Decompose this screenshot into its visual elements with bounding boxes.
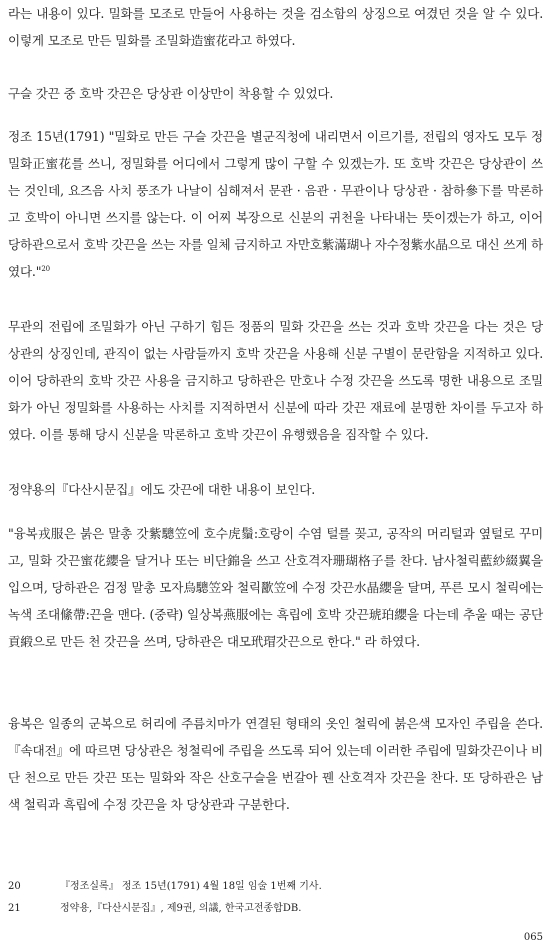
footnote-20 xyxy=(8,880,543,894)
paragraph-intro: 라는 내용이 있다. 밀화를 모조로 만들어 사용하는 것을 검소함의 상징으로 여겼던 것을 알 수 있다. 이렇게 모조로 만든 밀화를 조밀화造蜜花라고 하였다. xyxy=(8,6,543,48)
paragraph-dasan-intro: 정약용의『다산시문집』에도 갓끈에 대한 내용이 보인다. xyxy=(8,482,316,497)
footnote-number: 20 xyxy=(8,881,21,892)
paragraph-dasan-quote: "융복戎服은 붉은 말총 갓紫驄笠에 호수虎鬚:호랑이 수염 털를 꽂고, 공작의 머리털과 옆털로 꾸미고, 밀화 갓끈蜜花纓을 달거나 또는 비단錦을 쓰고 산호격자珊瑚格子를 찬다. 남사철릭藍紗綴翼을 입으며, 당하관은 검정 말총 모자烏驄笠와 철릭歠笠에 수정 갓끈水晶纓을 달며, 푸른 모시 철릭에는 녹색 조대絛帶:끈을 맨다. (중략) 일상복燕服에는 흑립에 호박 갓끈琥珀纓을 다는데 추울 때는 공단貢緞으로 만든 천 갓끈을 쓰며, 당하관은 대모玳瑁갓끈으로 한다." 라 하였다. xyxy=(8,526,543,649)
footnote-21 xyxy=(8,902,543,916)
footnote-number: 21 xyxy=(8,903,21,914)
footnote-text: 정약용,『다산시문집』, 제9권, 의議, 한국고전종합DB. xyxy=(60,903,302,914)
paragraph-yungbok: 융복은 일종의 군복으로 허리에 주름치마가 연결된 형태의 옷인 철릭에 붉은색 모자인 주립을 쓴다.『속대전』에 따르면 당상관은 청철릭에 주립을 쓰도록 되어 있는데 이러한 주립에 밀화갓끈이나 비단 천으로 만든 갓끈 또는 밀화와 작은 산호구슬을 번갈아 꿴 산호격자 갓끈을 찬다. 또 당하관은 남색 철릭과 흑립에 수정 갓끈을 차 당상관과 구분한다. xyxy=(8,716,543,812)
footnote-text: 『정조실록』 정조 15년(1791) 4월 18일 임술 1번째 기사. xyxy=(60,881,322,892)
page-number: 065 xyxy=(523,932,543,943)
footnote-ref-20: 20 xyxy=(41,264,50,273)
paragraph-analysis: 무관의 전립에 조밀화가 아닌 구하기 힘든 정품의 밀화 갓끈을 쓰는 것과 호박 갓끈을 다는 것은 당상관의 상징인데, 관직이 없는 사람들까지 호박 갓끈을 사용해 신분 구별이 문란함을 지적하고 있다. 이어 당하관의 호박 갓끈 사용을 금지하고 당하관은 만호나 수정 갓끈을 쓰도록 명한 내용으로 조밀화가 아닌 정밀화를 사용하는 사치를 지적하면서 신분에 따라 갓끈 재료에 분명한 차이를 두고자 하였다. 이를 통해 당시 신분을 막론하고 호박 갓끈이 유행했음을 짐작할 수 있다. xyxy=(8,319,543,442)
paragraph-jeongjo-quote: 정조 15년(1791) "밀화로 만든 구슬 갓끈을 별군직청에 내리면서 이르기를, 전립의 영자도 모두 정밀화正蜜花를 쓰니, 정밀화를 어디에서 그렇게 많이 구할 수 있겠는가. 또 호박 갓끈은 당상관이 쓰는 것인데, 요즈음 사치 풍조가 나날이 심해져서 문관 · 음관 · 무관이나 당상관 · 참하參下를 막론하고 호박이 아니면 쓰지를 않는다. 이 어찌 복장으로 신분의 귀천을 나타내는 뜻이겠는가 하고, 이어 당하관으로서 호박 갓끈을 쓰는 자를 일체 금지하고 자만호紫滿瑚나 자수정紫水晶으로 대신 쓰게 하였다."$^{20}$ xyxy=(8,129,543,279)
paragraph-amber-rule: 구슬 갓끈 중 호박 갓끈은 당상관 이상만이 착용할 수 있었다. xyxy=(8,86,334,101)
